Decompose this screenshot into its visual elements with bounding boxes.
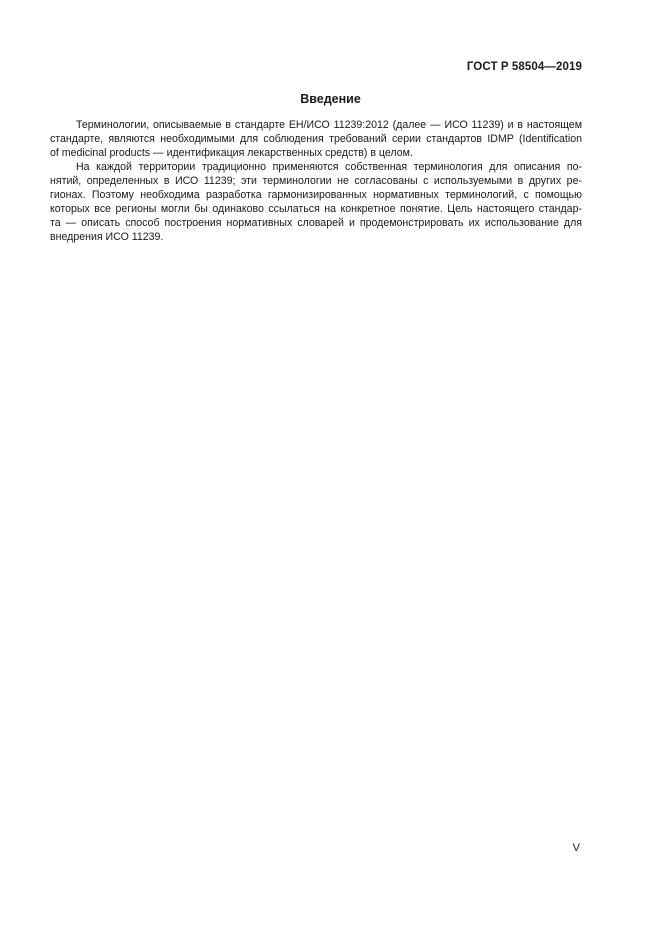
body-text — [50, 118, 582, 244]
text-line: стандарте, являются необходимыми для соблюдения требований серии стандартов IDMP (Identification — [50, 133, 582, 145]
text-line: нятий, определенных в ИСО 11239; эти терминологии не согласованы с используемыми в других ре- — [50, 175, 582, 187]
text-line: гионах. Поэтому необходима разработка гармонизированных нормативных терминологий, с помощью — [50, 189, 582, 201]
paragraph — [50, 160, 582, 244]
section-title: Введение — [300, 92, 361, 106]
text-line: Терминологии, описываемые в стандарте ЕН/ИСО 11239:2012 (далее — ИСО 11239) и в настоящем — [76, 119, 582, 131]
text-line: которых все регионы могли бы одинаково ссылаться на конкретное понятие. Цель настоящего стандар- — [50, 203, 582, 215]
text-line: На каждой территории традиционно применяются собственная терминология для описания по- — [76, 161, 582, 173]
page-number: V — [572, 842, 580, 854]
text-line: та — описать способ построения нормативных словарей и продемонстрировать их использование для — [50, 217, 582, 229]
standard-code-header: ГОСТ Р 58504—2019 — [466, 61, 582, 73]
text-line: внедрения ИСО 11239. — [50, 231, 164, 243]
paragraph — [50, 118, 582, 160]
text-line: of medicinal products — идентификация лекарственных средств) в целом. — [50, 147, 413, 159]
